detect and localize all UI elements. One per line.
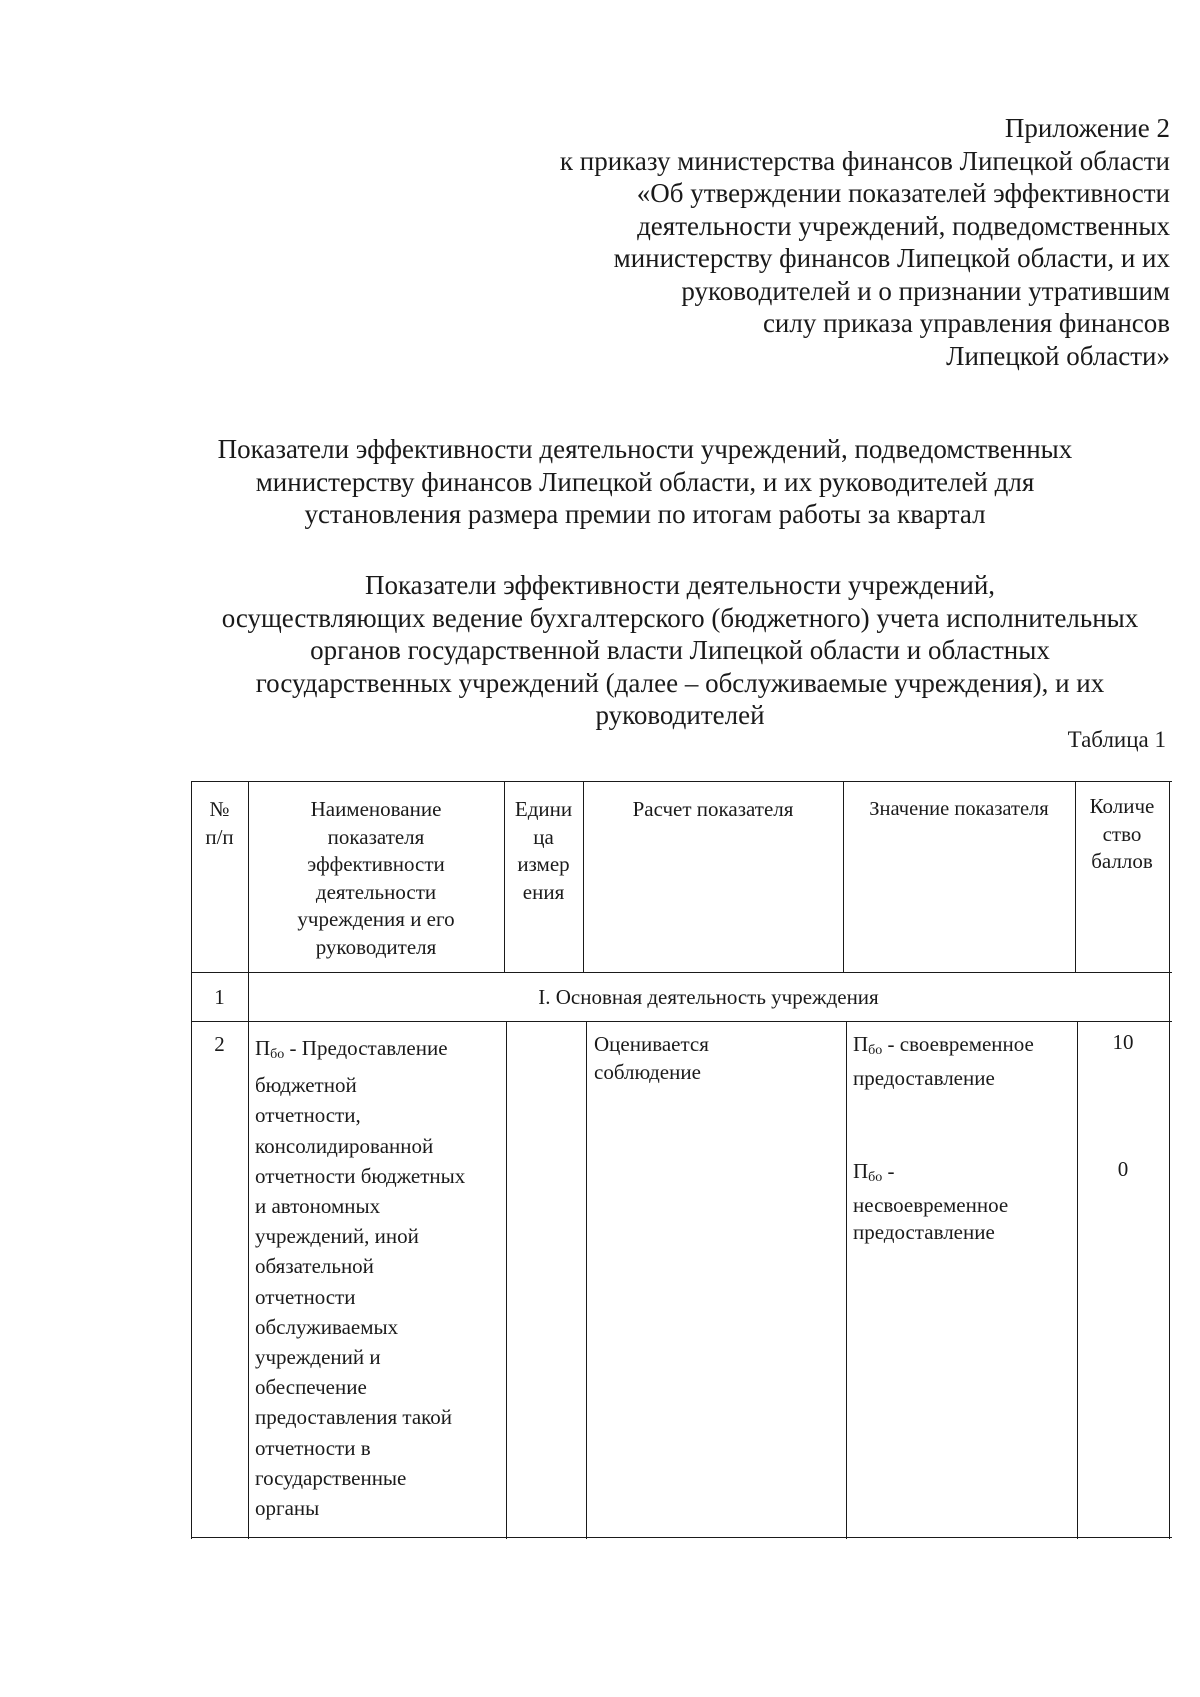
subtitle-line: руководителей	[595, 700, 765, 730]
subtitle-line: Показатели эффективности деятельности учреждений,	[364, 570, 996, 600]
subtitle-line: органов государственной власти Липецкой области и областных	[310, 635, 1050, 665]
table-rule	[191, 972, 1172, 973]
row-num: 2	[214, 1032, 225, 1056]
indicator-value-timely: $П_{бо}$ - своевременное предоставление	[853, 1032, 1034, 1090]
subtitle-line: государственных учреждений (далее – обслуживаемые учреждения), и их	[255, 667, 1105, 698]
table-rule	[1169, 781, 1170, 1539]
subtitle-line: осуществляющих ведение бухгалтерского (бюджетного) учета исполнительных	[221, 602, 1139, 633]
header-value: Значение показателя	[869, 798, 1049, 820]
table-rule	[506, 1021, 507, 1539]
title-line: Показатели эффективности деятельности учреждений, подведомственных	[217, 434, 1073, 464]
annex-line: Липецкой области»	[946, 340, 1170, 371]
header-num: № п/п	[205, 797, 234, 849]
indicator-value-late: $П_{бо}$ - несвоевременное предоставление	[853, 1159, 1009, 1244]
annex-line: деятельности учреждений, подведомственных	[637, 210, 1170, 241]
section-row-num: 1	[214, 985, 225, 1009]
table-rule	[191, 1537, 1172, 1538]
table-rule	[586, 1021, 587, 1539]
indicator-calc: Оценивается соблюдение	[594, 1032, 709, 1084]
header-unit: Едини ца измер ения	[514, 797, 573, 904]
header-points: Количе ство баллов	[1089, 794, 1155, 873]
header-name: Наименование показателя эффективности деятельности учреждения и его руководителя	[297, 797, 455, 959]
document-subtitle	[170, 569, 1190, 732]
table-rule	[191, 781, 1172, 782]
indicator-name: $П_{бо}$ - Предоставление бюджетной отчетности, консолидированной отчетности бюджетных и автономных учреждений, иной обязательной отчетности обслуживаемых учреждений и обеспечение предоставления такой отчетности в государственные органы	[255, 1036, 466, 1521]
table-rule	[1077, 1021, 1078, 1539]
table-rule	[191, 781, 192, 1539]
annex-line: министерству финансов Липецкой области, и их	[613, 243, 1170, 273]
table-rule	[191, 1021, 1172, 1022]
table-rule	[846, 1021, 847, 1539]
annex-line: руководителей и о признании утратившим	[681, 275, 1170, 306]
points-late: 0	[1117, 1157, 1129, 1181]
title-line: установления размера премии по итогам работы за квартал	[304, 499, 986, 529]
annex-header	[400, 112, 1170, 372]
annex-line: к приказу министерства финансов Липецкой области	[559, 145, 1170, 176]
annex-line: «Об утверждении показателей эффективности	[636, 178, 1170, 208]
points-timely: 10	[1112, 1030, 1134, 1054]
annex-line: Приложение 2	[1004, 113, 1170, 143]
table-caption: Таблица 1	[1067, 727, 1166, 752]
title-line: министерству финансов Липецкой области, и их руководителей для	[255, 466, 1035, 497]
header-calc: Расчет показателя	[632, 797, 794, 821]
indicator-symbol-sub: бо	[270, 1047, 285, 1062]
indicators-table	[191, 781, 1172, 1539]
annex-line: силу приказа управления финансов	[762, 308, 1170, 338]
section-row-title: I. Основная деятельность учреждения	[538, 985, 879, 1009]
indicator-symbol: П	[255, 1036, 271, 1060]
document-title	[190, 433, 1100, 531]
